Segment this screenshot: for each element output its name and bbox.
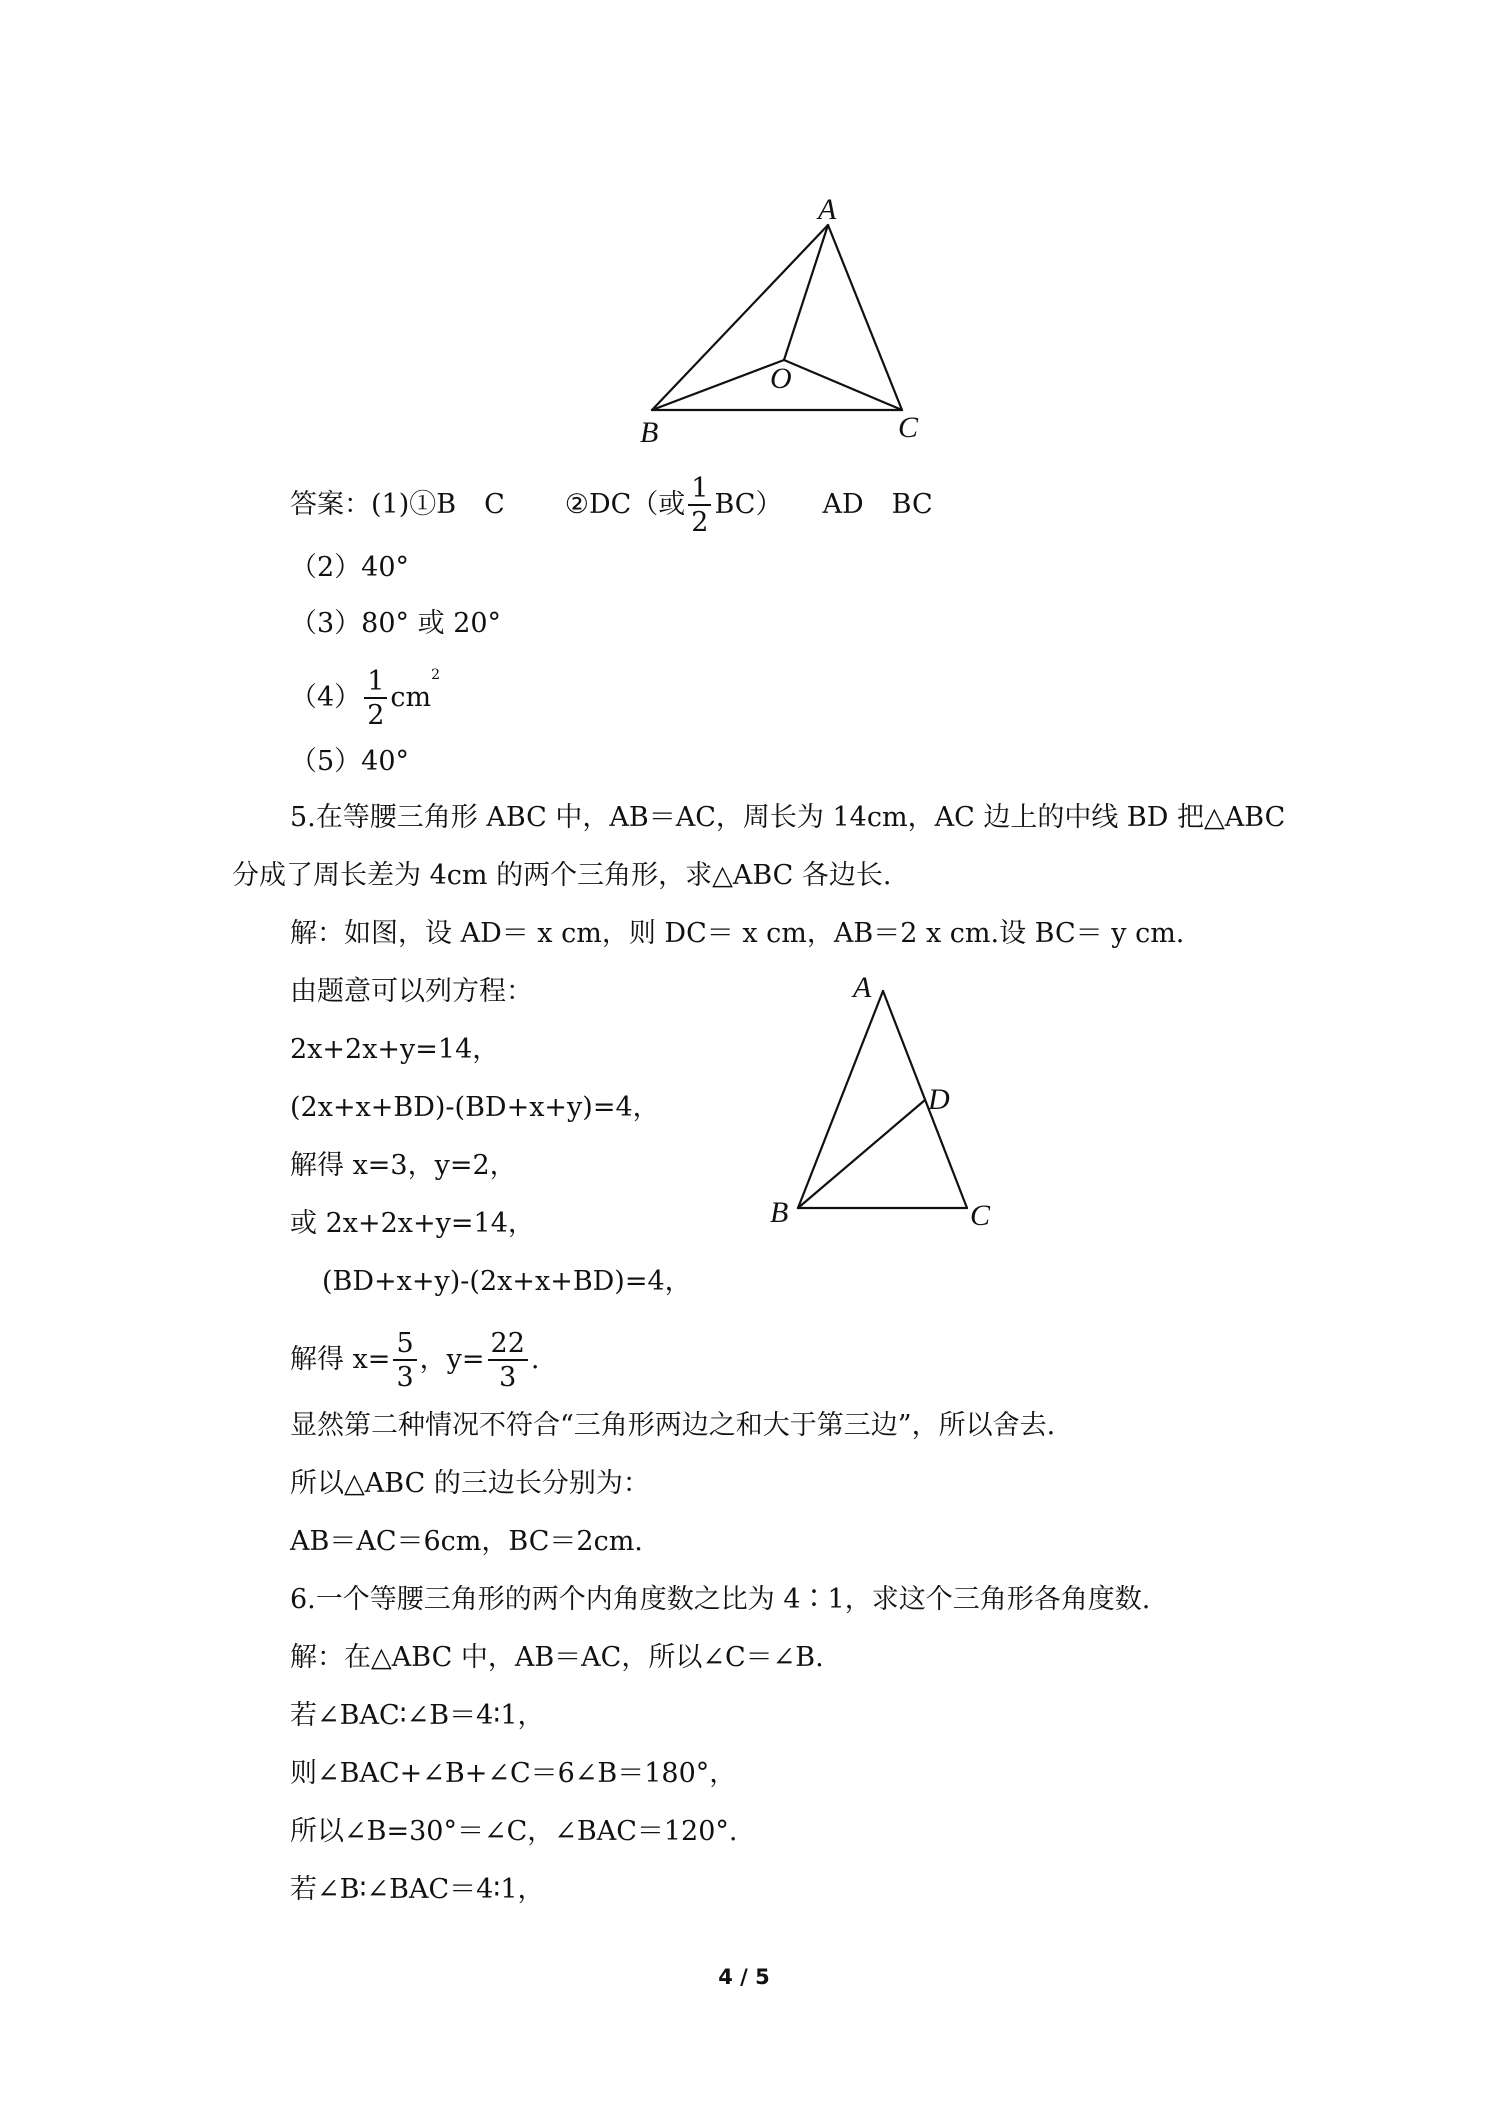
q5-note: 显然第二种情况不符合“三角形两边之和大于第三边”，所以舍去. (290, 1410, 1056, 1441)
q6-line-1: 6.一个等腰三角形的两个内角度数之比为 4∶1，求这个三角形各角度数. (290, 1584, 1151, 1615)
answer-4-prefix: （4） (290, 682, 362, 713)
answer-bc-close: BC） (714, 489, 783, 520)
segment-ao (784, 225, 828, 360)
q5-result-2 (290, 1330, 539, 1391)
q5-equation-4: (BD+x+y)-(2x+x+BD)=4， (322, 1266, 692, 1297)
label-b: B (770, 1196, 789, 1229)
side-ab (652, 225, 828, 410)
segment-bo (652, 360, 784, 410)
answer-line-2: （2）40° (290, 552, 410, 583)
q5-conclusion-2: AB＝AC＝6cm，BC＝2cm. (290, 1526, 643, 1557)
q5-equation-3: 或 2x+2x+y=14， (290, 1208, 535, 1239)
label-c: C (970, 1199, 991, 1232)
median-bd (798, 1100, 925, 1208)
label-d: D (928, 1083, 950, 1116)
label-b: B (640, 416, 659, 449)
q5-result-1: 解得 x=3，y=2， (290, 1150, 517, 1181)
q6-case-3: 所以∠B=30°＝∠C，∠BAC＝120°. (290, 1816, 738, 1847)
answer-c: C (484, 489, 505, 520)
q6-case-2: 则∠BAC+∠B+∠C＝6∠B＝180°， (290, 1758, 737, 1789)
side-ab (798, 991, 883, 1208)
page-number: 4 / 5 (718, 1965, 770, 1989)
label-c: C (898, 411, 919, 444)
q5-conclusion-1: 所以△ABC 的三边长分别为： (290, 1468, 650, 1499)
answer-line-3: （3）80° 或 20° (290, 608, 502, 639)
q5-solution-2: 由题意可以列方程： (290, 976, 533, 1007)
answer-b: ①B (409, 489, 457, 520)
q5-equation-2: (2x+x+BD)-(BD+x+y)=4， (290, 1092, 660, 1123)
answer-bc: BC (891, 489, 933, 520)
answer-ad: AD (822, 489, 864, 520)
fraction-five-thirds: $\frac{5}{3}$ (393, 1330, 416, 1391)
answer-dc: ②DC（或 (564, 489, 686, 520)
unit-sup: 2 (431, 667, 441, 683)
figure-triangle-abc-o (640, 190, 940, 450)
q6-solution-1: 解：在△ABC 中，AB＝AC，所以∠C＝∠B. (290, 1642, 824, 1673)
figure-triangle-abc-median (770, 971, 1010, 1235)
label-a: A (853, 971, 872, 1004)
fraction-twentytwo-thirds: $\frac{22}{3}$ (488, 1330, 528, 1391)
q5-result-2-prefix: 解得 x= (290, 1344, 391, 1375)
unit-cm: cm (390, 682, 432, 713)
q5-equation-1: 2x+2x+y=14， (290, 1034, 500, 1065)
answer-line-5: （5）40° (290, 746, 410, 777)
label-o: O (770, 362, 792, 395)
q5-solution-1: 解：如图，设 AD＝ x cm，则 DC＝ x cm，AB＝2 x cm.设 BC＝ y cm. (290, 918, 1185, 949)
fraction-one-half-2: $\frac{1}{2}$ (364, 668, 387, 729)
fraction-one-half: $\frac{1}{2}$ (688, 475, 711, 536)
q5-line-2: 分成了周长差为 4cm 的两个三角形，求△ABC 各边长. (232, 860, 892, 891)
q6-case-1: 若∠BAC∶∠B＝4∶1， (290, 1700, 545, 1731)
q6-case-4: 若∠B∶∠BAC＝4∶1， (290, 1874, 545, 1905)
answer-prefix: 答案：(1) (290, 489, 410, 520)
q5-result-2-mid: ，y= (419, 1344, 485, 1375)
label-a: A (818, 193, 837, 226)
q5-result-2-end: . (530, 1344, 540, 1375)
answer-line-4 (290, 668, 440, 729)
answer-line-1 (290, 475, 933, 536)
q5-line-1: 5.在等腰三角形 ABC 中，AB＝AC，周长为 14cm，AC 边上的中线 BD 把△ABC (290, 802, 1286, 833)
